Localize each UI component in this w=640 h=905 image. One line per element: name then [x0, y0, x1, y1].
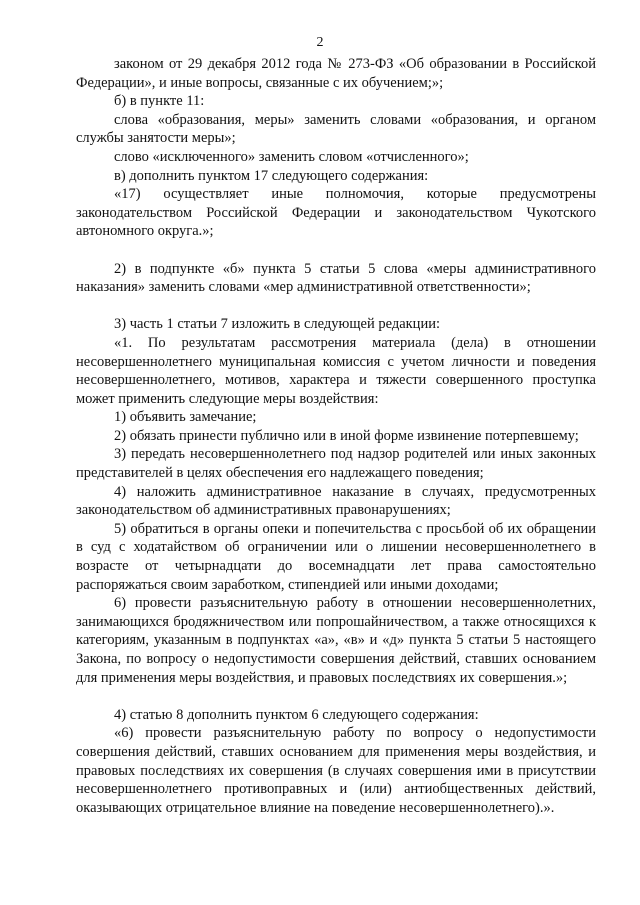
paragraph: 1) объявить замечание; [114, 409, 257, 426]
paragraph: «6) провести разъяснительную работу по вопросу о недопустимости совершения действий, ставших основанием для применения меры воздействия, и правовых последствиях их совершения (в случаях совершения ими в присутствии несовершеннолетнего противоправных и (или) антиобщественных действий, оказывающих отрицательное влияние на поведение несовершеннолетнего).». [76, 725, 596, 816]
paragraph: 6) провести разъяснительную работу в отношении несовершеннолетних, занимающихся бродяжничеством или попрошайничеством, а также относящихся к категориям, указанным в подпунктах «а», «в» и «д» пункта 5 статьи 5 настоящего Закона, по вопросу о недопустимости совершения действий, ставших основанием для применения меры воздействия, и правовых последствиях их совершения.»; [76, 595, 596, 686]
paragraph: 3) часть 1 статьи 7 изложить в следующей редакции: [114, 316, 440, 333]
paragraph: 4) наложить административное наказание в случаях, предусмотренных законодательством об административных правонарушениях; [76, 483, 596, 519]
paragraph [76, 241, 596, 260]
paragraph: слово «исключенного» заменить словом «отчисленного»; [114, 148, 469, 165]
page-number: 2 [316, 35, 324, 50]
paragraph: законом от 29 декабря 2012 года № 273-ФЗ «Об образовании в Российской Федерации», и иные вопросы, связанные с их обучением;»; [76, 56, 596, 91]
paragraph: «17) осуществляет иные полномочия, которые предусмотрены законодательством Российской Федерации и законодательством Чукотского автономного округа.»; [76, 186, 596, 240]
paragraph: 4) статью 8 дополнить пунктом 6 следующего содержания: [114, 706, 479, 723]
paragraph [76, 297, 596, 316]
paragraph: слова «образования, меры» заменить словами «образования, и органом службы занятости меры»; [76, 111, 596, 147]
paragraph: 3) передать несовершеннолетнего под надзор родителей или иных законных представителей в целях обеспечения его надлежащего поведения; [76, 446, 596, 482]
paragraph: 5) обратиться в органы опеки и попечительства с просьбой об их обращении в суд с ходатайством об ограничении или о лишении несовершеннолетнего в возрасте от четырнадцати до восемнадцати лет права самостоятельно распоряжаться своим заработком, стипендией или иными доходами; [76, 520, 596, 593]
paragraph [76, 687, 596, 706]
paragraph: 2) в подпункте «б» пункта 5 статьи 5 слова «меры административного наказания» заменить словами «мер административной ответственности»; [76, 260, 596, 296]
paragraph: «1. По результатам рассмотрения материала (дела) в отношении несовершеннолетнего муниципальная комиссия с учетом личности и поведения несовершеннолетнего, мотивов, характера и тяжести совершенного проступка может применить следующие меры воздействия: [76, 334, 596, 407]
paragraph: 2) обязать принести публично или в иной форме извинение потерпевшему; [114, 427, 579, 444]
paragraph: б) в пункте 11: [114, 93, 205, 110]
document-body [76, 55, 596, 817]
paragraph: в) дополнить пунктом 17 следующего содержания: [114, 167, 429, 184]
